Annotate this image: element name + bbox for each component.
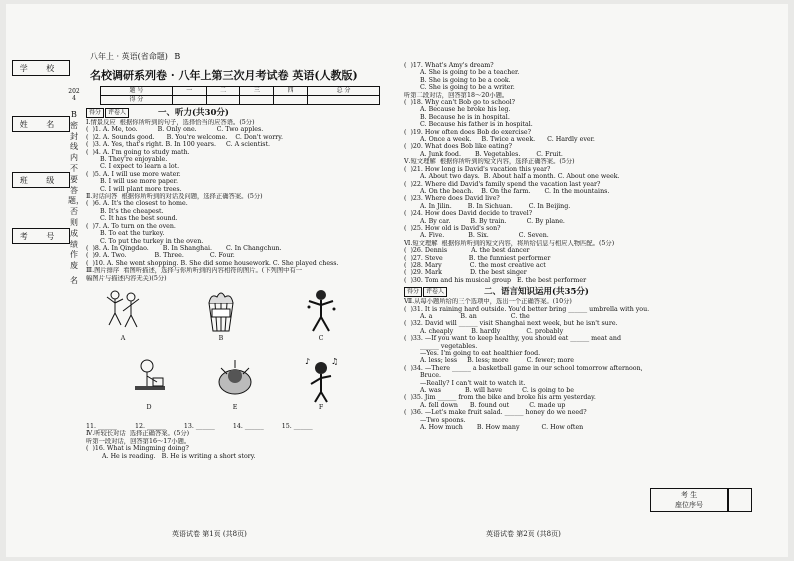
question-line: Ⅵ.短文理解 根据你所听到的短文内容，将所给信息与相应人物匹配。(5分) <box>404 239 615 247</box>
violinist-icon <box>301 354 341 404</box>
seal-line-notice <box>68 88 84 287</box>
question-line: B. She is going to be a cook. <box>404 76 511 84</box>
question-line: B. I will use more paper. <box>86 178 178 186</box>
question-line: ( )3. A. Yes, that's right. B. In 100 years. C. A scientist. <box>86 141 271 149</box>
question-line: Ⅶ.从每小题所给的三个选项中，选出一个正确答案。(10分) <box>404 298 572 306</box>
score-cell: 三 <box>240 87 274 96</box>
question-line: ( )28. Mary C. the most creative act <box>404 261 546 269</box>
vertical-text: B密封线内不要答题，否则成绩作废 <box>68 110 84 271</box>
question-line: C. To put the turkey in the oven. <box>86 237 204 245</box>
question-line: ( )29. Mark D. the best singer <box>404 269 527 277</box>
question-line: B. They're enjoyable. <box>86 156 168 164</box>
question-line: ( )21. How long is David's vacation this year? <box>404 165 551 173</box>
question-line: ( )10. A. She went shopping. B. She did some housework. C. She played chess. <box>86 259 339 267</box>
turkey-dinner-icon <box>215 354 255 404</box>
long-dialogue-questions <box>86 430 394 460</box>
svg-text:♪: ♪ <box>305 356 311 366</box>
question-line: —Yes. I'm going to eat healthier food. <box>404 350 541 358</box>
question-line: A. How much B. How many C. How often <box>404 424 584 432</box>
question-line: 听第二段对话，回答第18～20小题。 <box>404 91 509 99</box>
header-subject: 八年上 · 英语(省命题) <box>90 52 168 61</box>
grader-reviewer: 评卷人 <box>105 108 129 117</box>
question-line: Ⅳ.听较长对话 选择正确答案。(5分) <box>86 430 190 438</box>
picture-label: E <box>232 403 238 411</box>
score-cell: 二 <box>206 87 240 96</box>
question-line: ( )2. A. Sounds good. B. You're welcome. C. Don't worry. <box>86 133 283 141</box>
question-line: A. fell down B. found out C. made up <box>404 401 566 409</box>
question-line: C. It has the best sound. <box>86 215 178 223</box>
question-line: A. About two days. B. About half a month. C. About one week. <box>404 173 620 181</box>
question-line: C. Because his father is in hospital. <box>404 121 533 129</box>
question-line: ( )16. What is Mingming doing? <box>86 445 189 453</box>
score-cell[interactable] <box>240 96 274 105</box>
score-cell: 总 分 <box>308 87 380 96</box>
language-knowledge-questions <box>404 298 726 431</box>
question-line: ( )34. —There ______ a basketball game in our school tomorrow afternoon, <box>404 364 643 372</box>
score-cell: 一 <box>172 87 206 96</box>
question-line: A. was B. will have C. is going to be <box>404 387 574 395</box>
question-line: ( )24. How does David decide to travel? <box>404 210 533 218</box>
question-line: Ⅱ.对话问答 根据你所听到的对话及问题，选择正确答案。(5分) <box>86 193 263 201</box>
picture-row <box>86 285 394 351</box>
header-edition: B <box>174 52 181 61</box>
blank-13[interactable]: 13. ______ <box>183 422 215 430</box>
score-cell[interactable] <box>274 96 308 105</box>
score-cell: 四 <box>274 87 308 96</box>
question-line: ( )30. Tom and his musical group E. the best performer <box>404 276 587 284</box>
blank-14[interactable]: 14. ______ <box>232 422 264 430</box>
dancer-icon <box>301 285 341 335</box>
blank-11[interactable]: 11. ______ <box>86 422 117 430</box>
question-line: A. She is going to be a teacher. <box>404 69 520 77</box>
score-cell[interactable] <box>172 96 206 105</box>
question-line: ( )8. A. In Qingdao. B. In Shanghai. C. In Changchun. <box>86 244 282 252</box>
question-line: ( )7. A. To turn on the oven. <box>86 222 176 230</box>
question-line: ( )31. It is raining hard outside. You'd better bring ______ umbrella with you. <box>404 305 650 313</box>
question-line: A. less; less B. less; more C. fewer; more <box>404 357 574 365</box>
listening-questions-continued <box>404 62 726 284</box>
question-line: A. In Jilin. B. In Sichuan. C. In Beijing. <box>404 202 571 210</box>
section-1-heading: 一、听力(共30分) <box>158 108 229 118</box>
popcorn-icon <box>201 285 241 335</box>
question-line: ( )4. A. I'm going to study math. <box>86 148 190 156</box>
question-line: A. a B. an C. the <box>404 313 530 320</box>
question-line: Ⅴ.短文理解 根据你所听到的短文内容，选择正确答案。(5分) <box>404 158 575 166</box>
question-line: ( )23. Where does David live? <box>404 195 500 203</box>
seat-number-field[interactable] <box>728 488 752 512</box>
score-cell: 得 分 <box>101 96 173 105</box>
grader-reviewer: 评卷人 <box>423 287 447 296</box>
vertical-year: 2024 <box>68 88 80 102</box>
class-box: 班 级 <box>12 172 70 188</box>
picture-row-2 <box>86 354 394 420</box>
seat-box-label-2: 座位序号 <box>675 501 703 509</box>
footer-page-1: 英语试卷 第1页 (共8页) <box>172 530 247 538</box>
question-line: ( )1. A. Me, too. B. Only one. C. Two apples. <box>86 126 264 134</box>
question-line: A. Junk food. B. Vegetables. C. Fruit. <box>404 150 563 158</box>
page-title: 名校调研系列卷 · 八年上第三次月考试卷 英语(人教版) <box>90 69 358 82</box>
score-cell[interactable] <box>206 96 240 105</box>
question-line: —Two spoons. <box>404 416 466 424</box>
question-line: ( )36. —Let's make fruit salad. ______ honey do we need? <box>404 409 587 417</box>
name-box: 姓 名 <box>12 116 70 132</box>
vertical-bottom: 名 <box>70 275 78 285</box>
question-line: ( )27. Steve B. the funniest performer <box>404 254 551 262</box>
answer-blanks <box>86 423 394 430</box>
picture-label: C <box>318 334 324 342</box>
picture-label: B <box>218 334 224 342</box>
blank-15[interactable]: 15. ______ <box>281 422 313 430</box>
grader-score: 得分 <box>404 287 422 296</box>
question-line: A. By car. B. By train. C. By plane. <box>404 217 565 225</box>
question-line: ( )33. —If you want to keep healthy, you should eat ______ meat and <box>404 335 621 343</box>
question-line: ( )6. A. It's the closest to home. <box>86 200 188 208</box>
question-line: C. She is going to be a writer. <box>404 84 515 92</box>
question-line: ( )20. What does Bob like eating? <box>404 143 513 151</box>
picture-label: F <box>318 403 324 411</box>
question-line: A. On the beach. B. On the farm. C. In the mountains. <box>404 187 610 195</box>
question-line: ( )17. What's Amy's dream? <box>404 62 494 69</box>
question-line: Ⅲ.图片排序 看图听描述，选择与你所听到的内容相符的图片。(下列图中有一 <box>86 267 303 275</box>
grader-score: 得分 <box>86 108 104 117</box>
question-line: ( )22. Where did David's family spend the vacation last year? <box>404 180 601 188</box>
picture-b <box>198 285 244 342</box>
question-line: ( )25. How old is David's son? <box>404 224 501 232</box>
question-line: A. Five. B. Six. C. Seven. <box>404 232 549 240</box>
question-line: A. Once a week. B. Twice a week. C. Hardly ever. <box>404 136 595 144</box>
question-line: ( )18. Why can't Bob go to school? <box>404 99 516 107</box>
question-line: ( )35. Jim ______ from the bike and broke his arm yesterday. <box>404 394 596 402</box>
score-cell[interactable] <box>308 96 380 105</box>
question-line: ( )19. How often does Bob do exercise? <box>404 128 531 136</box>
picture-c <box>298 285 344 342</box>
blank-12[interactable]: 12. ______ <box>134 422 166 430</box>
question-line: B. It's the cheapest. <box>86 207 164 215</box>
picture-a <box>100 285 146 342</box>
student-info-boxes <box>12 60 70 284</box>
question-line: ( )26. Dennis A. the best dancer <box>404 247 530 255</box>
question-line: A. Because he broke his leg. <box>404 106 511 114</box>
question-line: ( )32. David will ______ visit Shanghai next week, but he isn't sure. <box>404 320 618 328</box>
question-line: C. I will plant more trees. <box>86 185 182 193</box>
question-line: C. I expect to learn a lot. <box>86 163 180 171</box>
listening-questions <box>86 119 394 282</box>
question-line: A. cheaply B. hardly C. probably <box>404 327 564 335</box>
score-table <box>100 86 380 105</box>
girl-at-desk-icon <box>129 354 169 404</box>
seat-box-label-1: 考 生 <box>680 491 698 499</box>
svg-text:♫: ♫ <box>331 356 339 366</box>
picture-f <box>298 354 344 411</box>
picture-e <box>212 354 258 411</box>
question-line: A. He is reading. B. He is writing a short story. <box>86 452 256 460</box>
question-line: Ⅰ.情景反应 根据你所听到的句子，选择恰当的应答语。(5分) <box>86 119 255 126</box>
right-column <box>404 62 726 432</box>
question-line: ______ vegetables. <box>404 342 478 350</box>
header-label <box>90 51 180 62</box>
section-2-heading: 二、语言知识运用(共35分) <box>484 287 589 298</box>
picture-d <box>126 354 172 411</box>
question-line: —Really? I can't wait to watch it. <box>404 379 526 387</box>
seat-number-box <box>650 488 728 512</box>
question-line: 幅图片与描述内容无关)(5分) <box>86 274 167 282</box>
question-line: ( )9. A. Two. B. Three. C. Four. <box>86 252 235 260</box>
question-line: Bruce. <box>404 372 441 380</box>
dancing-people-icon <box>103 285 143 335</box>
picture-label: D <box>146 403 152 411</box>
question-line: B. Because he is in hospital. <box>404 113 510 121</box>
exam-number-box: 考 号 <box>12 228 70 244</box>
question-line: 听第一段对话，回答第16～17小题。 <box>86 437 191 445</box>
question-line: B. To eat the turkey. <box>86 230 165 238</box>
question-line: ( )5. A. I will use more water. <box>86 170 181 178</box>
footer-page-2: 英语试卷 第2页 (共8页) <box>486 530 561 538</box>
school-box: 学 校 <box>12 60 70 76</box>
left-column <box>86 68 394 460</box>
picture-label: A <box>120 334 126 342</box>
score-cell: 题 号 <box>101 87 173 96</box>
